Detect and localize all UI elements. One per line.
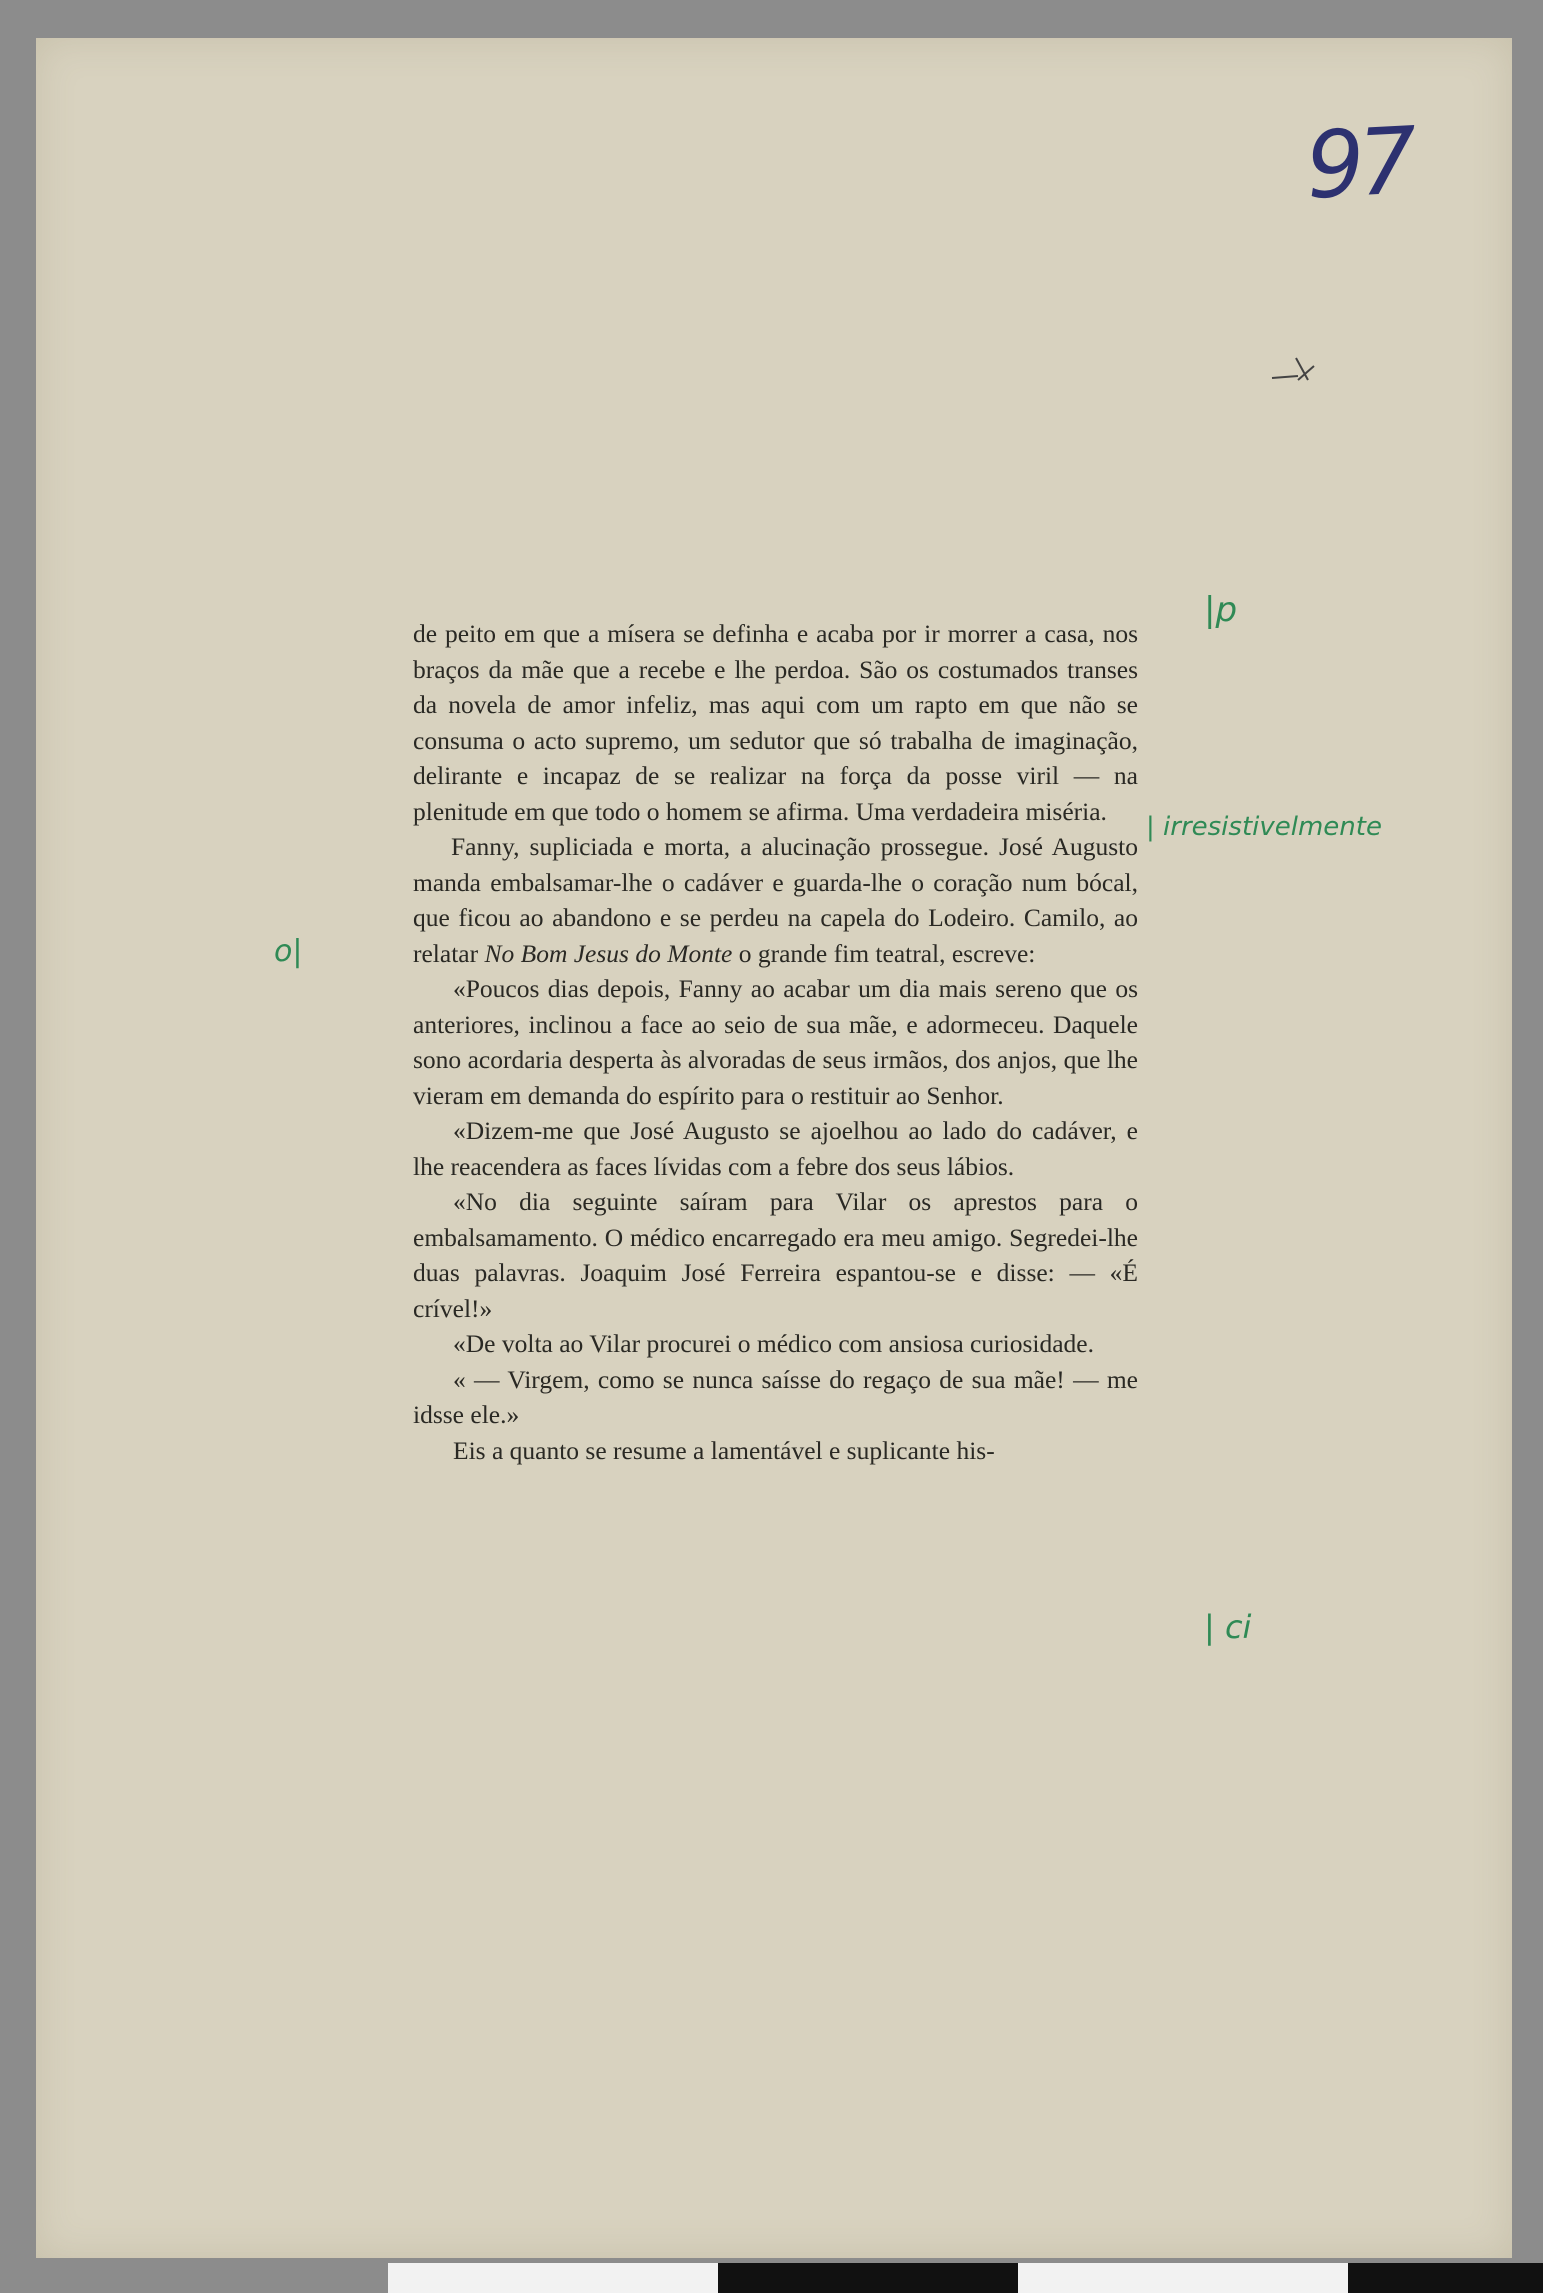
closing-paragraph: Eis a quanto se resume a lamentável e suplicante his- bbox=[453, 1435, 995, 1465]
quote-paragraph-1: «Poucos dias depois, Fanny ao acabar um dia mais sereno que os anteriores, inclinou a face ao seio de sua mãe, e adormeceu. Daquele sono acordaria desperta às alvoradas de seus irmãos, dos anjos, que lhe vieram em demanda do espírito para o restituir ao Senhor. bbox=[413, 974, 1138, 1110]
paragraph-2-text: Fanny, supliciada e morta, a alucinação prossegue. José Augusto manda embalsamar-lhe o cadáver e guarda-lhe o coração num bócal, que ficou ao abandono e se perdeu na capela do Lodeiro. Camilo, ao relatar bbox=[413, 832, 1138, 968]
quote-paragraph-5: « — Virgem, como se nunca saísse do regaço de sua mãe! — me idsse ele.» bbox=[413, 1364, 1138, 1429]
body-text bbox=[413, 616, 1138, 1468]
scale-ruler bbox=[388, 2263, 1543, 2293]
paragraph-2-tail: o grande fim teatral, escreve: bbox=[738, 938, 1036, 968]
document-page bbox=[36, 38, 1512, 2258]
paragraph-1: de peito em que a mísera se definha e acaba por ir morrer a casa, nos braços da mãe que a recebe e lhe perdoa. São os costumados transes da novela de amor infeliz, mas aqui com um rapto em que não se consuma o acto supremo, um sedutor que só trabalha de imaginação, delirante e incapaz de se realizar na força da posse viril — na plenitude em que todo o homem se afirma. Uma verdadeira miséria. bbox=[413, 619, 1138, 826]
margin-note-p: |p bbox=[1204, 590, 1238, 630]
quote-paragraph-4: «De volta ao Vilar procurei o médico com ansiosa curiosidade. bbox=[453, 1329, 1094, 1358]
pencil-mark bbox=[1268, 340, 1338, 390]
quote-paragraph-2: «Dizem-me que José Augusto se ajoelhou ao lado do cadáver, e lhe reacendera as faces lívidas com a febre dos seus lábios. bbox=[413, 1116, 1138, 1181]
margin-note-o: o| bbox=[274, 934, 303, 969]
margin-note-ci: | ci bbox=[1204, 1608, 1252, 1646]
book-title: No Bom Jesus do Monte bbox=[484, 938, 733, 968]
paragraph-2 bbox=[413, 829, 1138, 971]
page-number: 97 bbox=[1303, 107, 1414, 220]
quote-paragraph-3: «No dia seguinte saíram para Vilar os aprestos para o embalsamamento. O médico encarregado era meu amigo. Segredei-lhe duas palavras. Joaquim José Ferreira espantou-se e disse: — «É crível!» bbox=[413, 1187, 1138, 1323]
margin-note-irresistivelmente: | irresistivelmente bbox=[1146, 812, 1382, 842]
